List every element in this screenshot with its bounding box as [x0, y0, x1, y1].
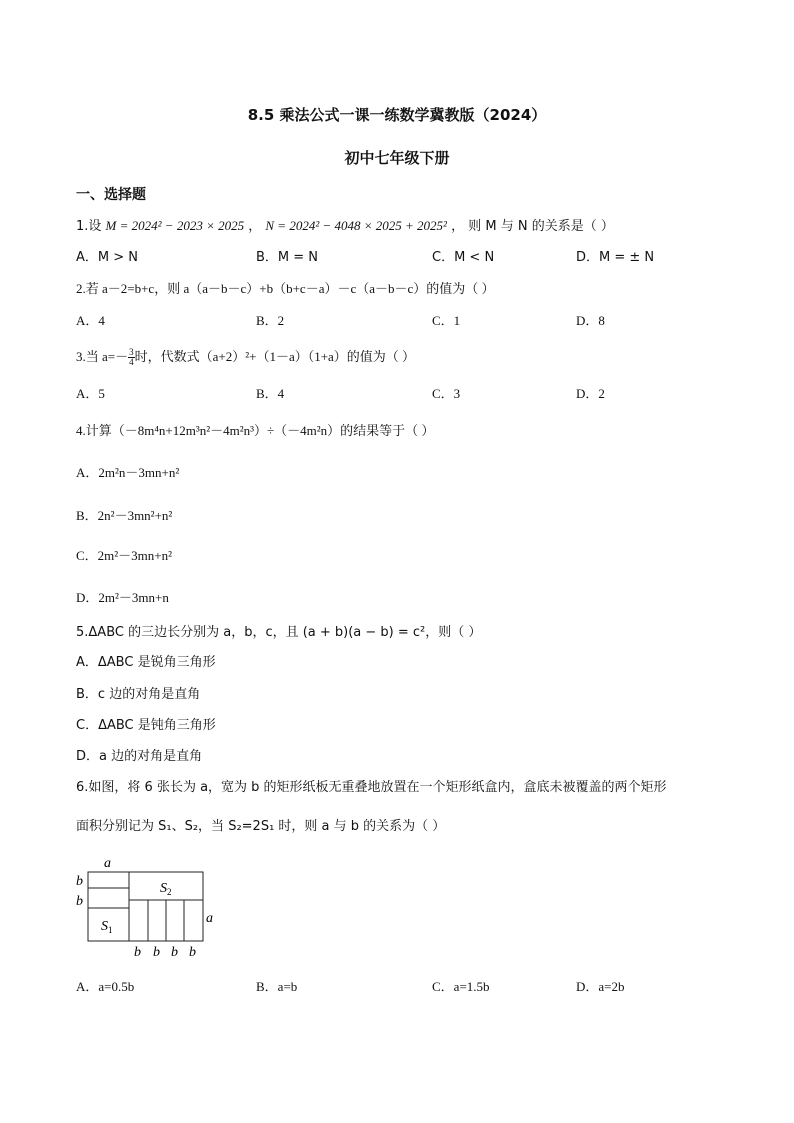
q5-option-a: A．ΔABC 是锐角三角形 [76, 655, 216, 670]
question-5: 5.ΔABC 的三边长分别为 a，b，c，且 (a + b)(a − b) = c²，则（ ） [76, 625, 482, 640]
q4-option-b: B．2n²－3mn²+n² [76, 508, 173, 523]
document-title: 8.5 乘法公式一课一练数学冀教版（2024） [247, 106, 547, 124]
q6-option-c: C．a=1.5b [432, 979, 490, 994]
question-3 [76, 348, 415, 367]
rectangle-arrangement-figure [70, 852, 230, 964]
label-a-right: a [206, 911, 213, 926]
q2-option-a: A．4 [76, 313, 105, 328]
q1-option-a: A．M > N [76, 250, 138, 265]
q3-option-d: D．2 [576, 386, 605, 401]
q3-pre: 3.当 a=－ [76, 349, 129, 364]
question-2: 2.若 a－2=b+c，则 a（a－b－c）+b（b+c－a）－c（a－b－c）的值为（ ） [76, 281, 495, 296]
q6-option-d: D．a=2b [576, 979, 625, 994]
q6-option-a: A．a=0.5b [76, 979, 135, 994]
section-heading: 一、选择题 [76, 187, 146, 203]
q4-option-d: D．2m²－3mn+n [76, 590, 169, 605]
q1-tail: 则 M 与 N 的关系是（ ） [468, 219, 614, 234]
label-s1: $S_1$ [101, 919, 113, 935]
q2-option-c: C．1 [432, 313, 461, 328]
q6-option-b: B．a=b [256, 979, 298, 994]
q5-option-d: D．a 边的对角是直角 [76, 749, 203, 764]
question-1: 1.设 M = 2024² − 2023 × 2025 ， N = 2024² − 4048 × 2025 + 2025² ， 则 M 与 N 的关系是（ ） [76, 218, 614, 234]
q1-option-d: D．M = ± N [576, 250, 655, 265]
label-b-second: b [76, 894, 83, 909]
q5-option-b: B．c 边的对角是直角 [76, 687, 201, 702]
q1-option-b: B．M = N [256, 250, 319, 265]
label-b-bottom-1: b [134, 945, 141, 960]
question-4: 4.计算（－8m⁴n+12m³n²－4m²n³）÷（－4m²n）的结果等于（ ） [76, 423, 435, 438]
q3-option-c: C．3 [432, 386, 461, 401]
question-6-line-2: 面积分别记为 S₁、S₂，当 S₂=2S₁ 时，则 a 与 b 的关系为（ ） [76, 819, 446, 834]
q4-option-a: A．2m²n－3mn+n² [76, 465, 180, 480]
q4-option-c: C．2m²－3mn+n² [76, 548, 173, 563]
q3-option-b: B．4 [256, 386, 285, 401]
label-b-first: b [76, 874, 83, 889]
q1-number: 1.设 [76, 219, 102, 234]
q3-fraction: $\frac{3}{4}$ [129, 347, 134, 367]
q5-option-c: C．ΔABC 是钝角三角形 [76, 718, 216, 733]
q1-m-expression: M = 2024² − 2023 × 2025 [105, 218, 245, 233]
q1-option-c: C．M < N [432, 250, 495, 265]
label-b-bottom-4: b [189, 945, 196, 960]
label-b-bottom-3: b [171, 945, 178, 960]
question-6-line-1: 6.如图，将 6 张长为 a，宽为 b 的矩形纸板无重叠地放置在一个矩形纸盒内，盒底未被覆盖的两个矩形 [76, 780, 667, 795]
label-a-top: a [104, 856, 111, 871]
q3-option-a: A．5 [76, 386, 105, 401]
label-s2: $S_2$ [160, 881, 172, 897]
q2-option-b: B．2 [256, 313, 285, 328]
document-subtitle: 初中七年级下册 [344, 149, 450, 167]
q1-n-expression: N = 2024² − 4048 × 2025 + 2025² [265, 218, 447, 233]
q3-post: 时，代数式（a+2）²+（1－a）（1+a）的值为（ ） [134, 349, 416, 364]
q2-option-d: D．8 [576, 313, 605, 328]
label-b-bottom-2: b [153, 945, 160, 960]
